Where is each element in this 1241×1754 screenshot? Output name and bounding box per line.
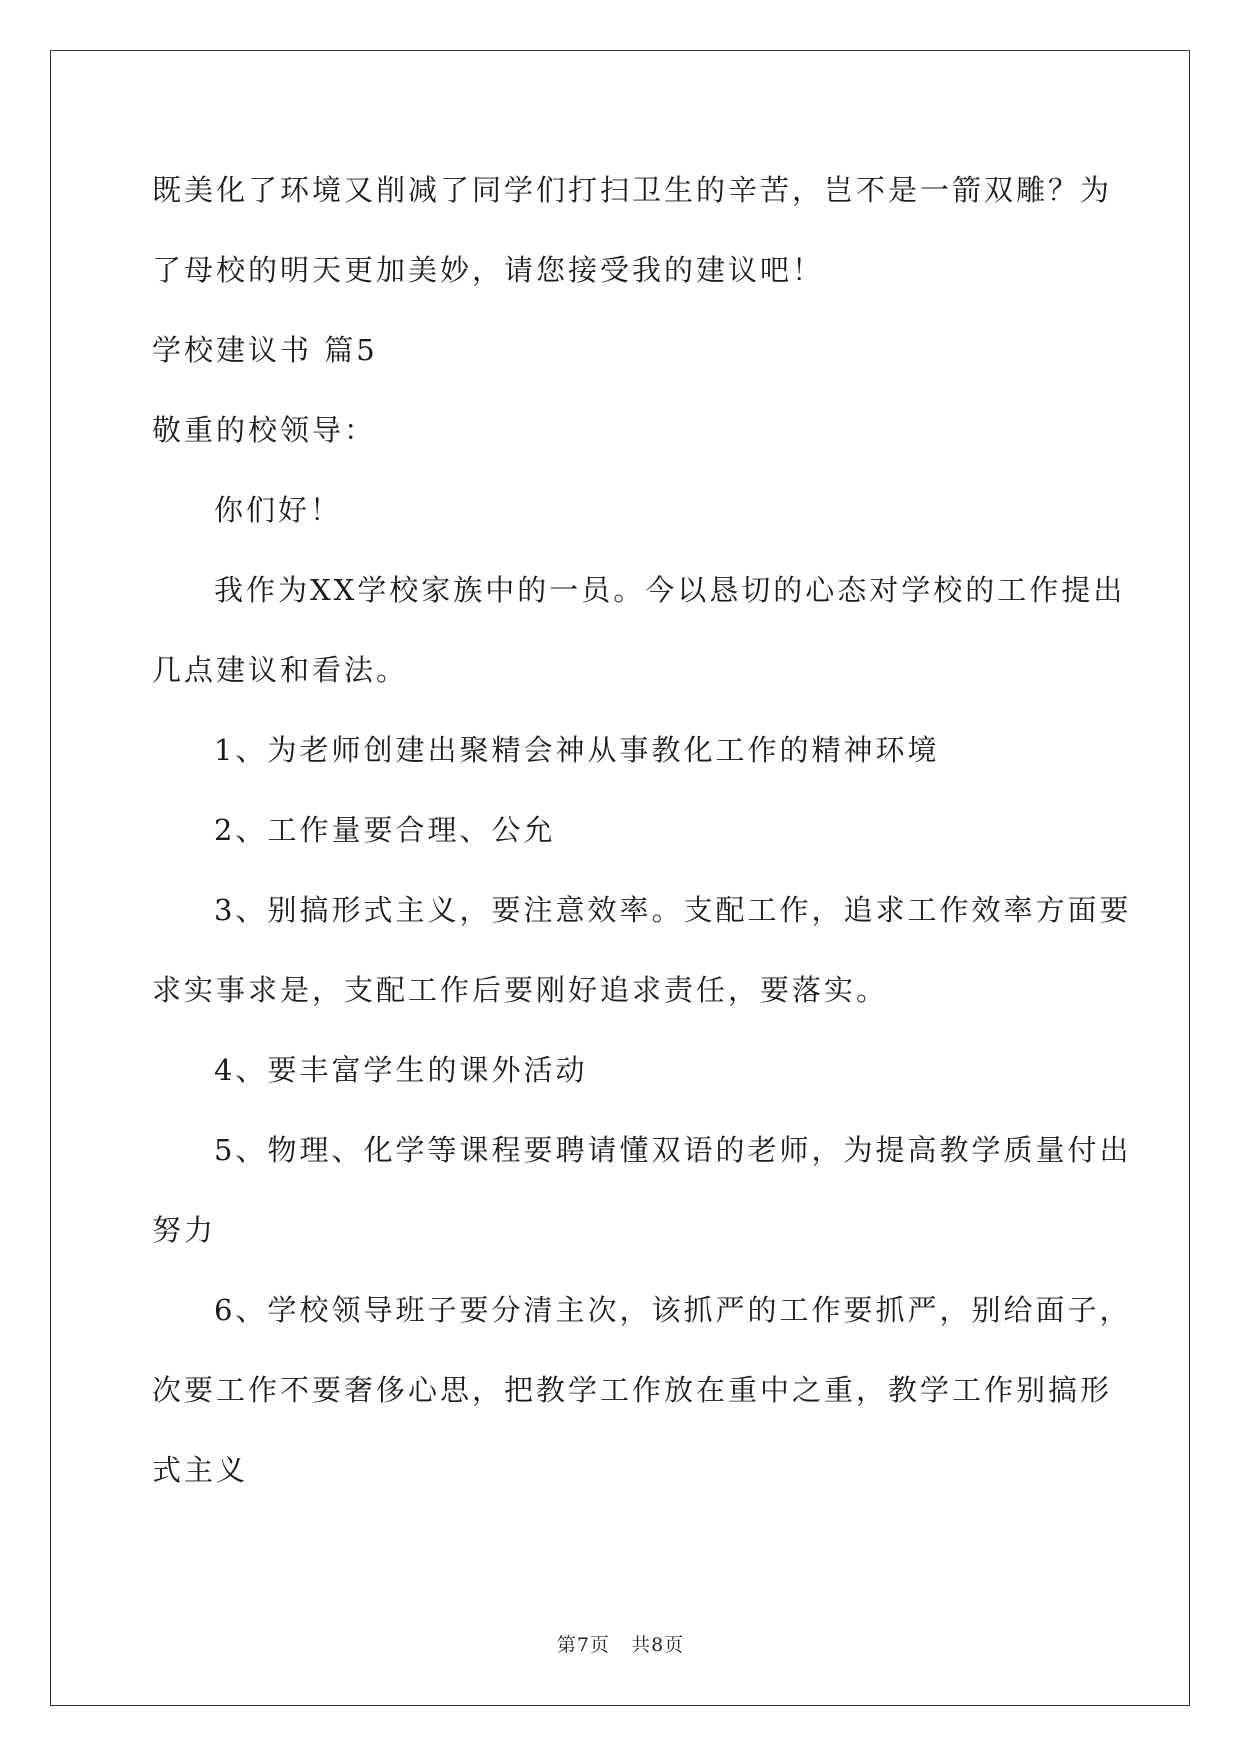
list-item-continuation: 次要工作不要奢侈心思，把教学工作放在重中之重，教学工作别搞形 [152,1373,1113,1407]
list-item: 6、学校领导班子要分清主次，该抓严的工作要抓严，别给面子， [214,1293,1132,1327]
greeting: 你们好！ [214,493,343,527]
section-heading: 学校建议书 篇5 [152,333,378,367]
paragraph-line: 既美化了环境又削减了同学们打扫卫生的辛苦，岂不是一箭双雕？为 [152,173,1113,207]
list-item-continuation: 努力 [152,1213,217,1247]
paragraph-line: 了母校的明天更加美妙，请您接受我的建议吧！ [152,253,825,287]
list-item: 2、工作量要合理、公允 [214,813,556,847]
list-item: 4、要丰富学生的课外活动 [214,1053,588,1087]
salutation: 敬重的校领导： [152,413,377,447]
list-item: 3、别搞形式主义，要注意效率。支配工作，追求工作效率方面要 [214,893,1132,927]
list-item-continuation: 求实事求是，支配工作后要刚好追求责任，要落实。 [152,973,889,1007]
list-item: 1、为老师创建出聚精会神从事教化工作的精神环境 [214,733,940,767]
list-item: 5、物理、化学等课程要聘请懂双语的老师，为提高教学质量付出 [214,1133,1132,1167]
list-item-continuation: 式主义 [152,1453,249,1487]
page-footer [0,1630,1241,1657]
page-number: 第7页 [556,1634,610,1656]
page-total: 共8页 [631,1634,685,1656]
paragraph-line: 我作为XX学校家族中的一员。今以恳切的心态对学校的工作提出 [214,573,1126,607]
paragraph-line: 几点建议和看法。 [152,653,409,687]
